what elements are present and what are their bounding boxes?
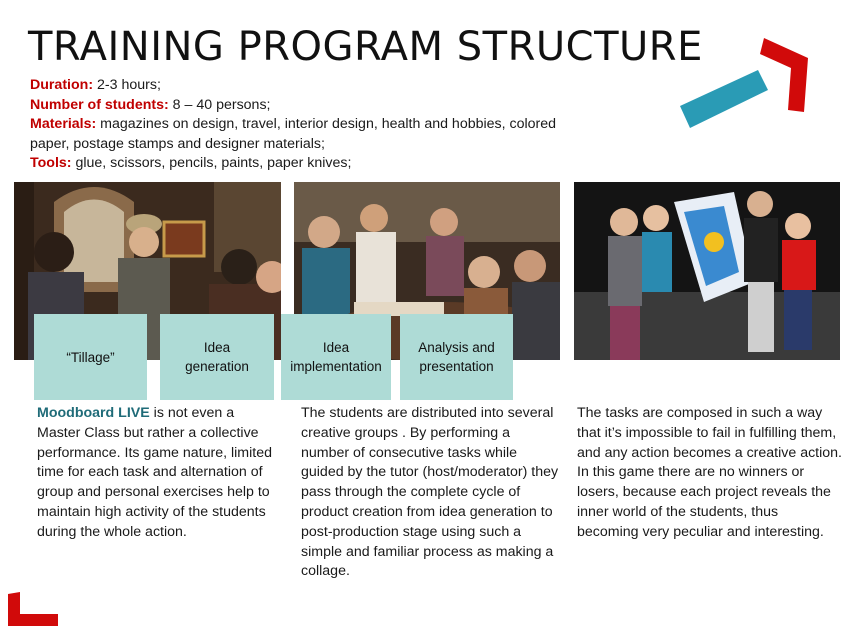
description-text-2: The students are distributed into several creative groups . By performing a number of consecutive tasks while guided by the tutor (host/moderator) they pass through the complete cycle of product creation from idea generation to post-production stage using such a simple and familiar process as making a collage. bbox=[301, 405, 559, 580]
description-column-3 bbox=[577, 404, 842, 543]
workshop-photo-3 bbox=[574, 182, 840, 360]
duration-label: Duration: bbox=[30, 77, 94, 93]
step-idea-generation bbox=[160, 314, 274, 400]
decorative-corner-logo bbox=[6, 590, 60, 630]
students-line bbox=[30, 96, 570, 116]
step-tillage bbox=[34, 314, 147, 400]
tools-value: glue, scissors, pencils, paints, paper knives; bbox=[71, 155, 352, 172]
step-tillage-label: “Tillage” bbox=[66, 349, 115, 365]
duration-value: 2-3 hours; bbox=[93, 77, 161, 93]
materials-value: magazines on design, travel, interior design, health and hobbies, colored paper, postage stamps and designer materials; bbox=[30, 116, 557, 152]
step-analysis-presentation-label: Analysis and presentation bbox=[418, 340, 495, 374]
tools-label: Tools: bbox=[30, 155, 72, 172]
program-info bbox=[30, 76, 570, 174]
step-analysis-presentation bbox=[400, 314, 513, 400]
step-idea-implementation bbox=[281, 314, 391, 400]
description-text-1: is not even a Master Class but rather a collective performance. Its game nature, limited time for each task and alternation of group and personal exercises help to maintain high activity of the students during the whole action. bbox=[37, 405, 272, 540]
step-idea-generation-label: Idea generation bbox=[185, 340, 249, 374]
moodboard-live-highlight: Moodboard LIVE bbox=[37, 405, 150, 421]
materials-label: Materials: bbox=[30, 116, 97, 133]
page-title: TRAINING PROGRAM STRUCTURE bbox=[28, 24, 703, 70]
tools-line bbox=[30, 154, 570, 174]
description-column-2 bbox=[301, 404, 559, 582]
duration-line bbox=[30, 76, 570, 96]
students-label: Number of students: bbox=[30, 96, 169, 113]
step-idea-implementation-label: Idea implementation bbox=[290, 340, 382, 374]
students-value: 8 – 40 persons; bbox=[168, 96, 271, 113]
description-text-3: The tasks are composed in such a way that it’s impossible to fail in fulfilling them, and any action becomes a creative action. In this game there are no winners or losers, because each project reveals the inner world of the students, thus becoming very peculiar and interesting. bbox=[577, 405, 842, 540]
materials-line bbox=[30, 115, 570, 154]
description-column-1 bbox=[37, 404, 272, 543]
decorative-arrow-logo bbox=[676, 30, 816, 140]
